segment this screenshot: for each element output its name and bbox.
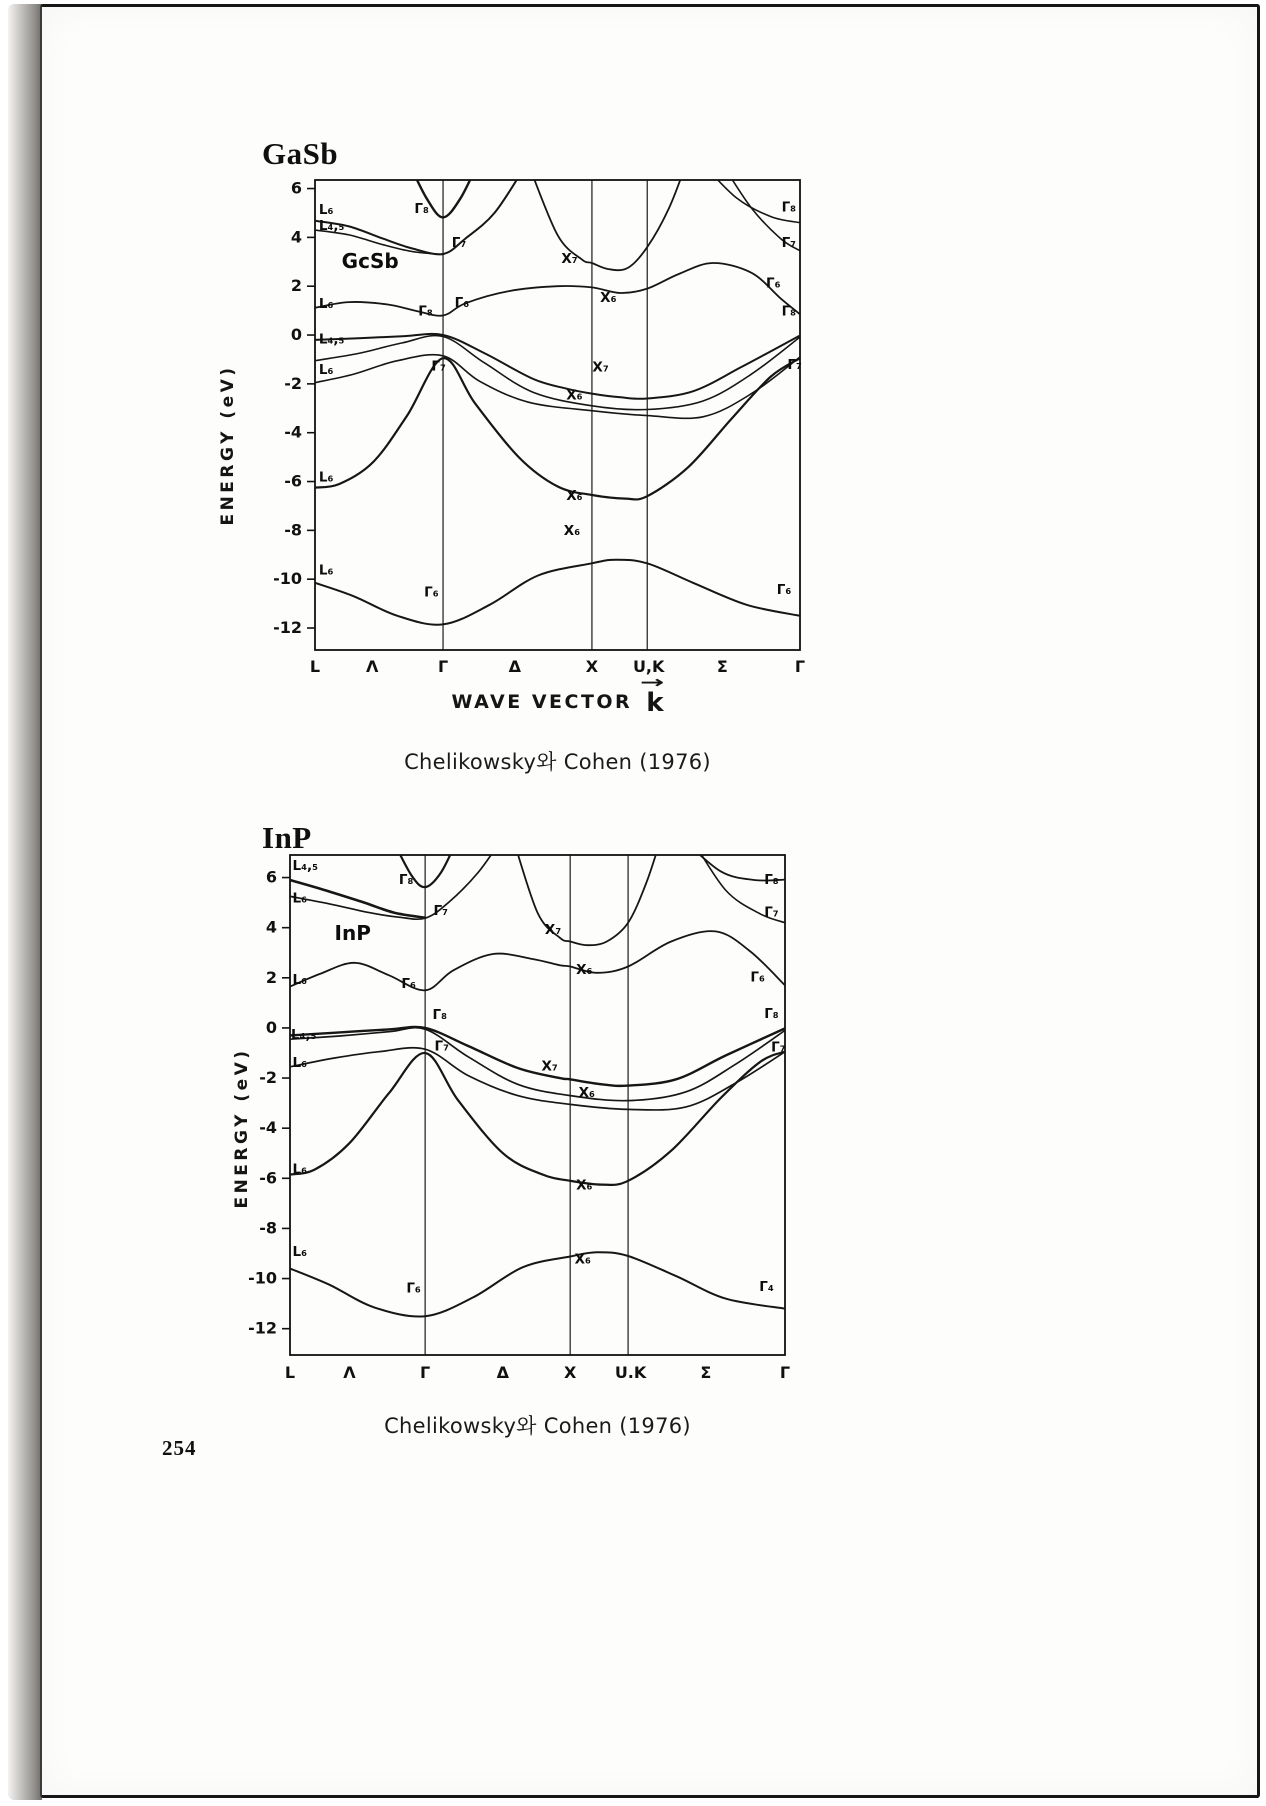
- y-axis-label-inp: ENERGY (eV): [232, 1047, 252, 1209]
- band-point-label: X₇: [592, 359, 609, 376]
- x-tick-label: X: [563, 1363, 577, 1382]
- y-tick-label: 2: [265, 967, 277, 987]
- x-tick-label: Δ: [496, 1363, 510, 1382]
- band-point-label: Γ₆: [750, 969, 765, 986]
- band-point-label: X₆: [578, 1084, 595, 1101]
- band-point-label: X₆: [576, 1177, 593, 1194]
- y-tick-label: 4: [265, 917, 277, 937]
- y-tick-label: 6: [290, 178, 302, 198]
- x-tick-label: Λ: [343, 1363, 356, 1382]
- band-point-label: L₆: [292, 1244, 307, 1261]
- figure-inp: [130, 810, 850, 1460]
- x-tick-label: Λ: [366, 657, 379, 676]
- band-point-label: Γ₇: [771, 1039, 786, 1056]
- band-point-label: L₆: [318, 562, 334, 579]
- figure-caption-inp: Chelikowsky와 Cohen (1976): [384, 1414, 691, 1438]
- y-tick-label: 0: [265, 1017, 277, 1037]
- book-spine-edge: [8, 4, 42, 1800]
- band-point-label: Γ₆: [401, 975, 416, 992]
- x-tick-label: L: [309, 657, 321, 676]
- band-point-label: Γ₈: [414, 200, 429, 217]
- figure-title-gasb: GaSb: [262, 136, 339, 171]
- band-point-label: Γ₈: [764, 871, 779, 888]
- band-point-label: Γ₆: [776, 581, 792, 598]
- y-tick-label: 4: [290, 227, 302, 247]
- band-point-label: Γ₇: [764, 904, 779, 921]
- x-tick-label: Σ: [716, 657, 728, 676]
- x-tick-label: Γ: [794, 657, 806, 676]
- band-curve-valence-s: [290, 1052, 785, 1185]
- band-point-label: Γ₇: [433, 903, 449, 920]
- band-point-label: Γ₇: [431, 358, 446, 375]
- band-point-label: L₆: [318, 202, 334, 219]
- band-point-label: L₆: [318, 362, 334, 379]
- y-tick-label: -4: [284, 422, 302, 442]
- band-curve-valence-deep: [290, 1252, 785, 1316]
- band-point-label: L₆: [318, 469, 334, 486]
- y-tick-label: -12: [248, 1318, 277, 1338]
- y-tick-label: -10: [248, 1268, 277, 1288]
- band-point-label: X₆: [563, 523, 581, 540]
- x-tick-label: X: [585, 657, 599, 676]
- band-curve-valence-heavy: [290, 1027, 785, 1086]
- band-point-label: Γ₈: [781, 199, 797, 216]
- y-tick-label: -6: [284, 471, 302, 491]
- band-point-label: Γ₆: [454, 294, 470, 311]
- band-point-label: Γ₈: [432, 1007, 448, 1024]
- y-tick-label: 0: [290, 325, 302, 345]
- band-point-label: Γ₄: [759, 1279, 774, 1296]
- band-point-label: Γ₆: [406, 1280, 421, 1297]
- x-tick-label: Σ: [700, 1363, 712, 1382]
- band-curve-valence-s: [315, 358, 800, 499]
- band-curve-valence-deep: [315, 560, 800, 625]
- y-tick-label: -4: [259, 1118, 277, 1138]
- band-curve-valence-light: [315, 336, 800, 410]
- x-tick-label: Δ: [508, 657, 522, 676]
- y-tick-label: -10: [273, 569, 302, 589]
- y-tick-label: -2: [259, 1068, 277, 1088]
- figure-gasb: [150, 130, 870, 795]
- band-point-label: L₄,₅: [292, 858, 319, 875]
- band-point-label: Γ₆: [424, 584, 439, 601]
- band-point-label: InP: [334, 921, 371, 946]
- y-tick-label: -8: [284, 520, 302, 540]
- band-point-label: X₆: [574, 1251, 591, 1268]
- band-point-label: X₆: [576, 962, 593, 979]
- band-point-label: Γ₈: [398, 871, 414, 888]
- y-axis-label-gasb: ENERGY (eV): [218, 364, 238, 526]
- figure-title-inp: InP: [262, 820, 312, 855]
- k-arrow-icon: →: [640, 673, 665, 693]
- x-tick-label: U.K: [614, 1363, 647, 1382]
- band-structure-chart-inp: [130, 810, 850, 1450]
- band-point-label: L₆: [292, 972, 307, 989]
- band-point-label: Γ₇: [787, 357, 802, 374]
- y-tick-label: -6: [259, 1168, 277, 1188]
- band-point-label: X₇: [541, 1058, 558, 1075]
- x-tick-label: L: [284, 1363, 296, 1382]
- band-point-label: L₆: [292, 1054, 307, 1071]
- y-tick-label: -2: [284, 373, 302, 393]
- band-point-label: X₆: [566, 387, 583, 404]
- x-axis-label-gasb: [315, 673, 800, 718]
- band-point-label: L₆: [292, 890, 307, 907]
- band-point-label: Γ₇: [434, 1038, 450, 1055]
- y-tick-label: 6: [265, 867, 277, 887]
- y-tick-label: 2: [290, 276, 302, 296]
- k-letter: k: [646, 688, 664, 718]
- band-point-label: X₆: [566, 487, 583, 504]
- k-vector-symbol: [640, 673, 665, 718]
- x-tick-label: Γ: [437, 657, 449, 676]
- band-curve-cond-upper-left-b: [290, 838, 503, 920]
- band-point-label: L₄,₅: [318, 331, 345, 348]
- band-point-label: X₆: [600, 290, 617, 307]
- band-point-label: Γ₇: [781, 235, 797, 252]
- band-curve-cond-x-upper: [513, 837, 662, 945]
- y-tick-label: -8: [259, 1218, 277, 1238]
- band-point-label: Γ₇: [451, 235, 467, 252]
- band-point-label: L₆: [292, 1161, 307, 1178]
- band-point-label: Γ₈: [764, 1005, 779, 1022]
- band-point-label: L₄,₅: [318, 218, 345, 235]
- band-point-label: L₄,₅: [290, 1027, 317, 1044]
- figure-caption-gasb: Chelikowsky와 Cohen (1976): [404, 750, 711, 774]
- band-point-label: L₆: [318, 296, 334, 313]
- band-point-label: GcSb: [341, 248, 399, 273]
- band-point-label: X₇: [544, 921, 562, 938]
- x-tick-label: Γ: [779, 1363, 791, 1382]
- y-tick-label: -12: [273, 618, 302, 638]
- x-tick-label: U,K: [632, 657, 665, 676]
- band-point-label: X₇: [561, 251, 578, 268]
- band-point-label: Γ₆: [766, 275, 781, 292]
- band-point-label: Γ₈: [781, 303, 797, 320]
- x-tick-label: Γ: [420, 1363, 431, 1382]
- wave-vector-text: WAVE VECTOR: [451, 691, 633, 713]
- band-point-label: Γ₈: [418, 303, 433, 320]
- page-number: 254: [162, 1436, 197, 1460]
